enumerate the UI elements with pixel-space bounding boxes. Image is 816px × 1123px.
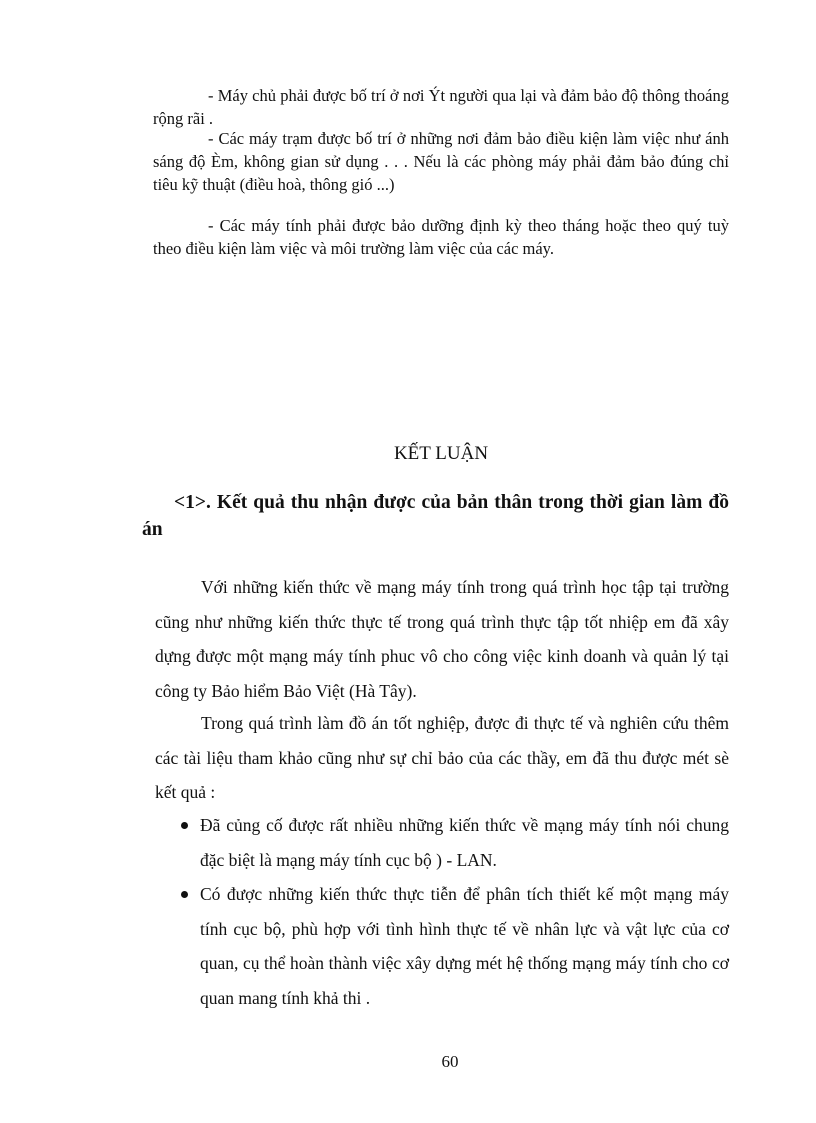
bullet-icon [181, 822, 188, 829]
conclusion-paragraph-1: Với những kiến thức về mạng máy tính trong quá trình học tập tại trường cũng như những kiến thức thực tế trong quá trình thực tập tốt nhiệp em đã xây dựng được một mạng máy tính phuc vô cho công việc kinh doanh và quản lý tại công ty Bảo hiểm Bảo Việt (Hà Tây). [155, 577, 729, 701]
list-item [155, 808, 729, 877]
requirement-server-placement: - Máy chủ phải được bố trí ở nơi Ýt người qua lại và đảm bảo độ thông thoáng rộng rãi . [153, 86, 729, 128]
results-list [155, 808, 729, 1015]
section-heading: KẾT LUẬN [393, 443, 489, 464]
section-subheading: <1>. Kết quả thu nhận được của bản thân trong thời gian làm đồ án [142, 492, 729, 540]
requirement-workstation-placement: - Các máy trạm được bố trí ở những nơi đảm bảo điều kiện làm việc như ánh sáng độ Èm, không gian sử dụng . . . Nếu là các phòng máy phải đảm bảo đúng chỉ tiêu kỹ thuật (điều hoà, thông gió ...) [153, 129, 729, 194]
page-number: 60 [441, 1052, 459, 1071]
conclusion-paragraph-2: Trong quá trình làm đồ án tốt nghiệp, được đi thực tế và nghiên cứu thêm các tài liệu tham khảo cũng như sự chỉ bảo của các thầy, em đã thu được mét sè kết quả : [155, 713, 729, 802]
list-item [155, 877, 729, 1015]
list-item-text: Đã củng cố được rất nhiều những kiến thức về mạng máy tính nói chung đặc biệt là mạng máy tính cục bộ ) - LAN. [200, 815, 729, 870]
bullet-icon [181, 891, 188, 898]
requirement-maintenance: - Các máy tính phải được bảo dưỡng định kỳ theo tháng hoặc theo quý tuỳ theo điều kiện làm việc và môi trường làm việc của các máy. [153, 216, 729, 258]
list-item-text: Có được những kiến thức thực tiễn để phân tích thiết kế một mạng máy tính cục bộ, phù hợp với tình hình thực tế về nhân lực và vật lực của cơ quan, cụ thể hoàn thành việc xây dựng mét hệ thống mạng máy tính cho cơ quan mang tính khả thi . [200, 884, 729, 1008]
